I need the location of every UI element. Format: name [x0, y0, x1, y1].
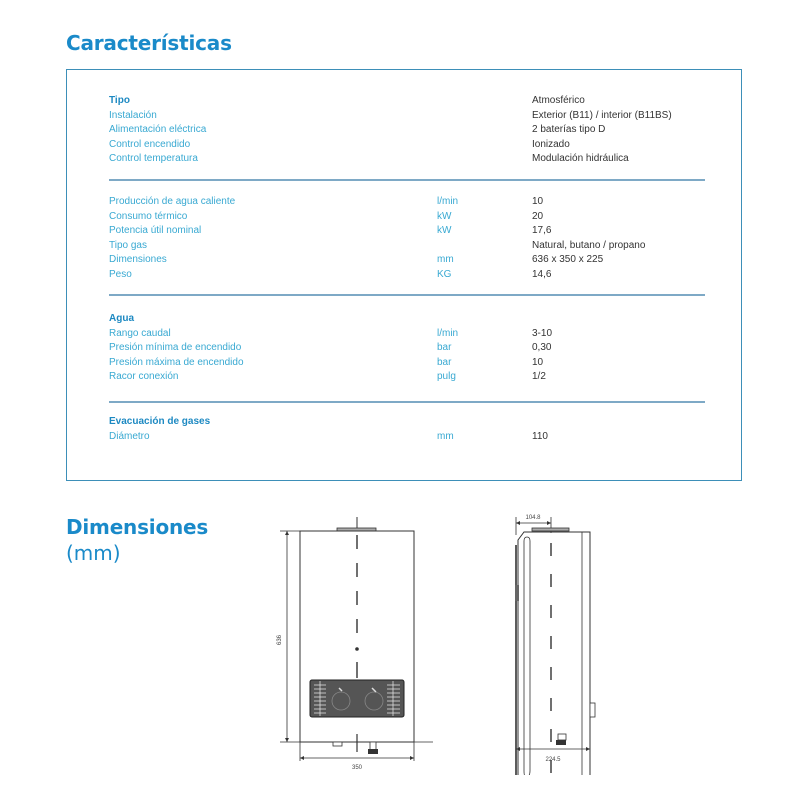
spec-section-performance: [109, 195, 705, 283]
spec-label: Rango caudal: [109, 327, 171, 339]
spec-row: [109, 268, 705, 283]
spec-unit: KG: [437, 268, 452, 280]
spec-value: 20: [532, 210, 544, 222]
spec-unit: bar: [437, 356, 452, 368]
spec-value: 3-10: [532, 327, 553, 339]
spec-value: 14,6: [532, 268, 552, 280]
spec-row: [109, 415, 705, 430]
spec-value: 1/2: [532, 371, 546, 383]
spec-row: [109, 138, 705, 153]
spec-row: [109, 356, 705, 371]
spacer: [490, 775, 491, 776]
specifications-table: [66, 69, 742, 481]
spec-section-water: [109, 312, 705, 385]
spec-value: 10: [532, 356, 544, 368]
spec-label: Presión máxima de encendido: [109, 356, 244, 368]
spec-label: Tipo: [109, 95, 130, 106]
spec-row: [109, 210, 705, 225]
spec-value: 17,6: [532, 225, 552, 237]
dimensions-title: Dimensiones: [66, 515, 209, 539]
spec-unit: mm: [437, 430, 454, 442]
section-divider: [109, 179, 705, 181]
front-view-drawing: [270, 515, 440, 775]
spec-unit: l/min: [437, 327, 459, 339]
spec-label: Control encendido: [109, 138, 191, 150]
spec-unit: pulg: [437, 371, 456, 383]
spec-value: 0,30: [532, 342, 552, 354]
spec-label: Control temperatura: [109, 153, 198, 165]
spec-row: [109, 430, 705, 445]
spec-label: Alimentación eléctrica: [109, 124, 207, 136]
width-dimension-label: 350: [351, 765, 363, 771]
spec-row: [109, 109, 705, 124]
spec-row: [109, 253, 705, 268]
spec-label: Racor conexión: [109, 371, 179, 383]
spec-value: 636 x 350 x 225: [532, 254, 604, 266]
section-divider: [109, 401, 705, 403]
spec-label: Peso: [109, 268, 132, 280]
spec-row: [109, 239, 705, 254]
spec-label: Consumo térmico: [109, 210, 188, 222]
spec-label: Dimensiones: [109, 254, 167, 266]
height-dimension-label: 636: [277, 634, 283, 646]
spec-row: [109, 370, 705, 385]
spec-value: Ionizado: [532, 138, 570, 150]
spec-value: 110: [532, 430, 548, 442]
spec-row: [109, 123, 705, 138]
spec-row: [109, 224, 705, 239]
dimensions-unit-subtitle: (mm): [66, 541, 121, 565]
spec-row: [109, 312, 705, 327]
spec-value: 10: [532, 196, 544, 207]
depth-dimension-label: 224.5: [545, 757, 561, 763]
spec-unit: kW: [437, 210, 452, 222]
spec-value: Modulación hidráulica: [532, 153, 629, 165]
spec-row: [109, 327, 705, 342]
spec-label: Evacuación de gases: [109, 416, 211, 427]
spec-row: [109, 341, 705, 356]
spec-label: Presión mínima de encendido: [109, 342, 242, 354]
spec-label: Producción de agua caliente: [109, 196, 236, 207]
characteristics-title: Características: [66, 31, 232, 55]
spec-value: Atmosférico: [532, 95, 585, 106]
spec-section-general: [109, 94, 705, 167]
side-view-bottom-dimension: [490, 730, 610, 775]
spec-label: Potencia útil nominal: [109, 225, 202, 237]
spec-value: 2 baterías tipo D: [532, 124, 606, 136]
spec-value: Exterior (B11) / interior (B11BS): [532, 109, 672, 121]
spec-label: Agua: [109, 313, 134, 324]
spec-label: Tipo gas: [109, 239, 147, 251]
spec-row: [109, 94, 705, 109]
spec-row: [109, 152, 705, 167]
spec-label: Instalación: [109, 109, 157, 121]
section-divider: [109, 294, 705, 296]
spec-unit: l/min: [437, 196, 459, 207]
spec-row: [109, 195, 705, 210]
spec-unit: bar: [437, 342, 452, 354]
spec-unit: mm: [437, 254, 454, 266]
spec-section-exhaust: [109, 415, 705, 444]
spec-unit: kW: [437, 225, 452, 237]
spec-value: Natural, butano / propano: [532, 239, 646, 251]
spec-label: Diámetro: [109, 430, 150, 442]
offset-dimension-label: 104.8: [525, 515, 541, 521]
